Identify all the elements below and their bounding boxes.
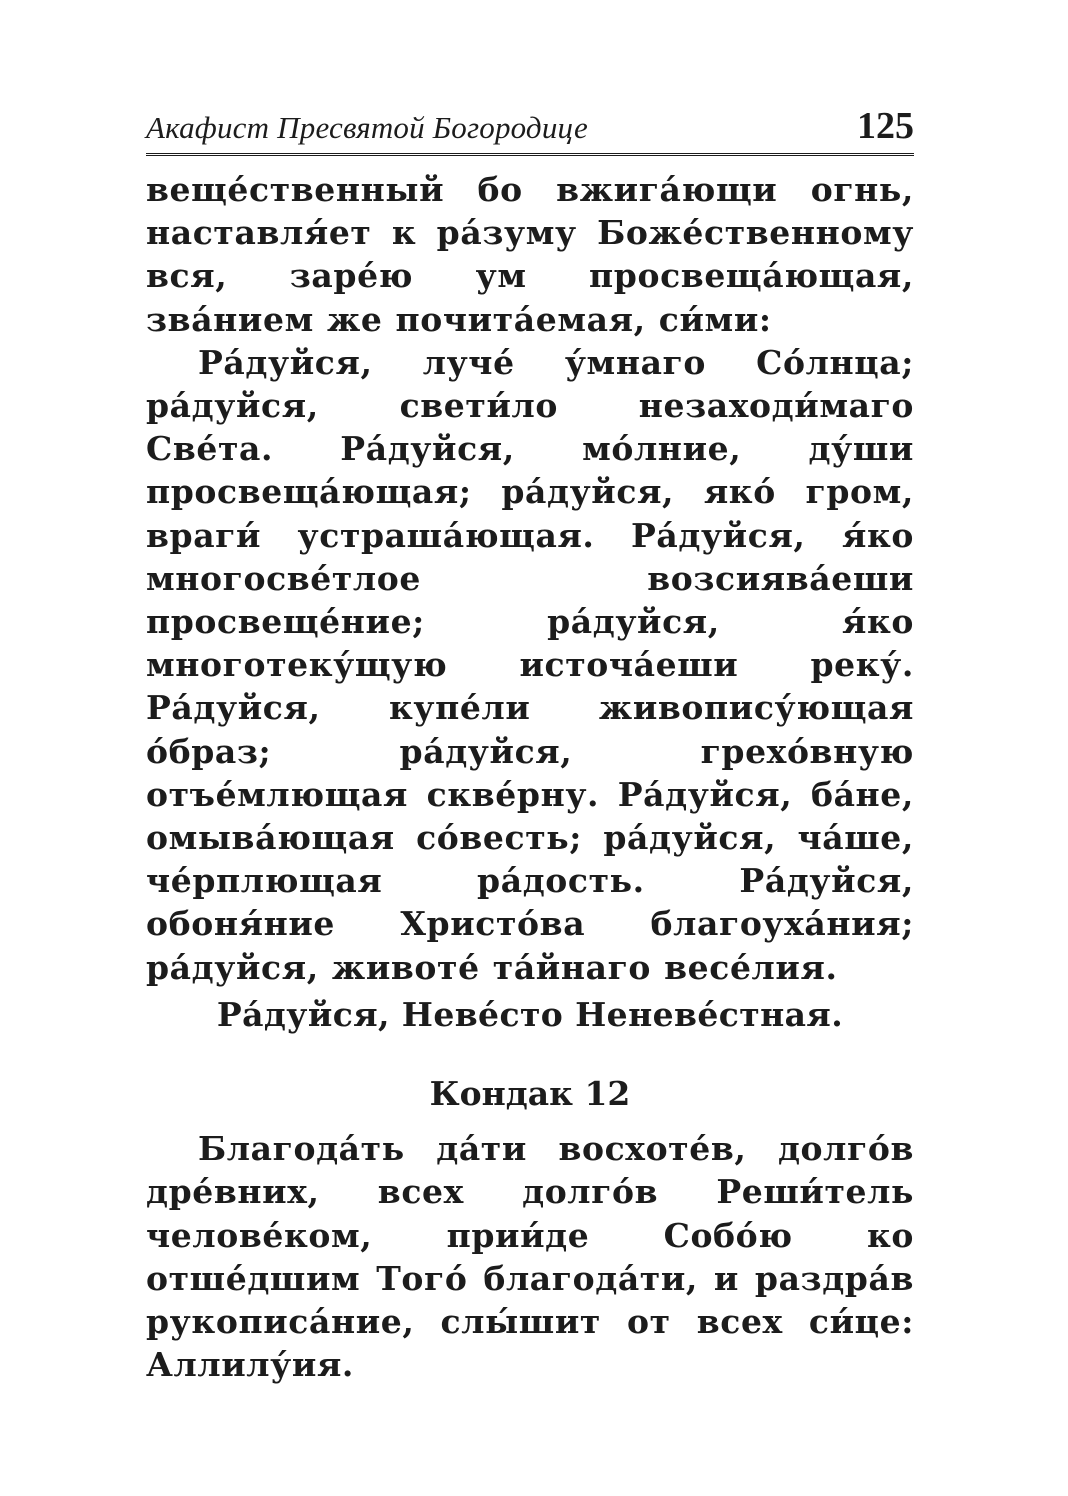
running-head [146, 104, 914, 156]
ikos-continuation: веще́ственный бо вжига́ющи огнь, наставля́ет к ра́зуму Боже́ственному вся, заре́ю ум просвеща́ющая, зва́нием же почита́емая, си́ми: [146, 170, 914, 339]
page-number: 125 [857, 105, 914, 147]
kontakion-text: Благода́ть да́ти восхоте́в, долго́в дре́вних, всех долго́в Реши́тель челове́ком, прии́де Собо́ю ко отше́дшим Того́ благода́ти, и раздра́в рукописа́ние, слы́шит от всех си́це: Аллилу́ия. [146, 1129, 914, 1385]
ikos-salutations: Ра́дуйся, луче́ у́мнаго Со́лнца; ра́дуйся, свети́ло незаходи́маго Све́та. Ра́дуйся, мо́лние, ду́ши просвеща́ющая; ра́дуйся, яко́ гром, враги́ устраша́ющая. Ра́дуйся, я́ко многосве́тлое возсиява́еши просвеще́ние; ра́дуйся, я́ко многотеку́щую источа́еши реку́. Ра́дуйся, купе́ли живопису́ющая о́браз; ра́дуйся, грехо́вную отъе́млющая скве́рну. Ра́дуйся, ба́не, омыва́ющая со́весть; ра́дуйся, ча́ше, че́рплющая ра́дость. Ра́дуйся, обоня́ние Христо́ва благоуха́ния; ра́дуйся, животе́ та́йнаго весе́лия. [146, 342, 914, 987]
running-title: Акафист Пресвятой Богородице [146, 110, 588, 145]
text-block [146, 168, 914, 1386]
ikos-refrain: Ра́дуйся, Неве́сто Неневе́стная. [216, 994, 844, 1034]
book-page [146, 104, 914, 1386]
kontakion-heading: Кондак 12 [429, 1074, 631, 1114]
